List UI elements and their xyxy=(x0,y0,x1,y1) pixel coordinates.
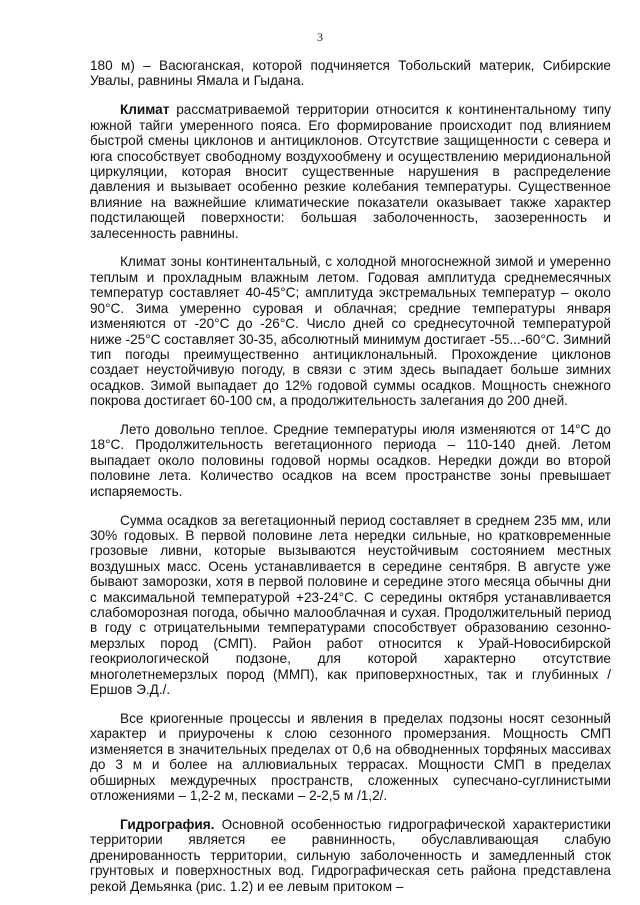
hydrography-text: Основной особенностью гидрографической характеристики территории является ее равнинность, обуславливающая слабую дренированность территории, сильную заболоченность и замедленный сток грунтовых и поверхностных вод. Гидрографическая сеть района представлена рекой Демьянка (рис. 1.2) и ее левым притоком – xyxy=(90,816,611,894)
document-body xyxy=(90,58,611,894)
paragraph-intro: 180 м) – Васюганская, которой подчиняется Тобольский материк, Сибирские Увалы, равнины Ямала и Гыдана. xyxy=(90,58,611,89)
page-number: 3 xyxy=(317,30,323,44)
paragraph-precipitation: Сумма осадков за вегетационный период составляет в среднем 235 мм, или 30% годовых. В первой половине лета нередки сильные, но кратковременные грозовые ливни, которые вызываются неустойчивым состоянием местных воздушных масс. Осень устанавливается в середине сентября. В августе уже бывают заморозки, хотя в первой половине и середине этого месяца обычны дни с максимальной температурой +23-24°С. С середины октября устанавливается слабоморозная погода, обычно малооблачная и сухая. Продолжительный период в году с отрицательными температурами способствует образованию сезонно-мерзлых пород (СМП). Район работ относится к Урай-Новосибирской геокриологической подзоне, для которой характерно отсутствие многолетнемерзлых пород (ММП), как приповерхностных, так и глубинных /Ершов Э.Д./. xyxy=(90,512,611,698)
climate-heading: Климат xyxy=(120,102,170,118)
hydrography-heading: Гидрография. xyxy=(120,816,215,832)
paragraph-hydrography xyxy=(90,817,611,894)
paragraph-continental-climate: Климат зоны континентальный, с холодной многоснежной зимой и умеренно теплым и прохладным влажным летом. Годовая амплитуда среднемесячных температур составляет 40-45°С; амплитуда экстремальных температур – около 90°С. Зима умеренно суровая и облачная; средние температуры января изменяются от -20°С до -26°С. Число дней со среднесуточной температурой ниже -25°С составляет 30-35, абсолютный минимум достигает -55...-60°С. Зимний тип погоды преимущественно антициклональный. Прохождение циклонов создает неустойчивую погоду, в связи с этим здесь выпадает больше зимних осадков. Зимой выпадает до 12% годовой суммы осадков. Мощность снежного покрова достигает 60-100 см, а продолжительность залегания до 200 дней. xyxy=(90,254,611,409)
paragraph-summer: Лето довольно теплое. Средние температуры июля изменяются от 14°С до 18°С. Продолжительность вегетационного периода – 110-140 дней. Летом выпадает около половины годовой нормы осадков. Нередки дожди во второй половине лета. Количество осадков на всем пространстве зоны превышает испаряемость. xyxy=(90,422,611,499)
paragraph-cryogenic: Все криогенные процессы и явления в пределах подзоны носят сезонный характер и приурочены к слою сезонного промерзания. Мощность СМП изменяется в значительных пределах от 0,6 на обводненных торфяных массивах до 3 м и более на аллювиальных террасах. Мощности СМП в пределах обширных междуречных пространств, сложенных супесчано-суглинистыми отложениями – 1,2-2 м, песками – 2-2,5 м /1,2/. xyxy=(90,710,611,803)
climate-text: рассматриваемой территории относится к континентальному типу южной тайги умеренного пояса. Его формирование происходит под влиянием быстрой смены циклонов и антициклонов. Отсутствие защищенности с севера и юга способствует свободному воздухообмену и осуществлению меридиональной циркуляции, которая вносит существенные нарушения в распределение давления и вызывает особенно резкие колебания температуры. Существенное влияние на важнейшие климатические показатели оказывает также характер подстилающей поверхности: большая заболоченность, заозеренность и залесенность равнины. xyxy=(90,102,611,241)
paragraph-climate xyxy=(90,102,611,241)
